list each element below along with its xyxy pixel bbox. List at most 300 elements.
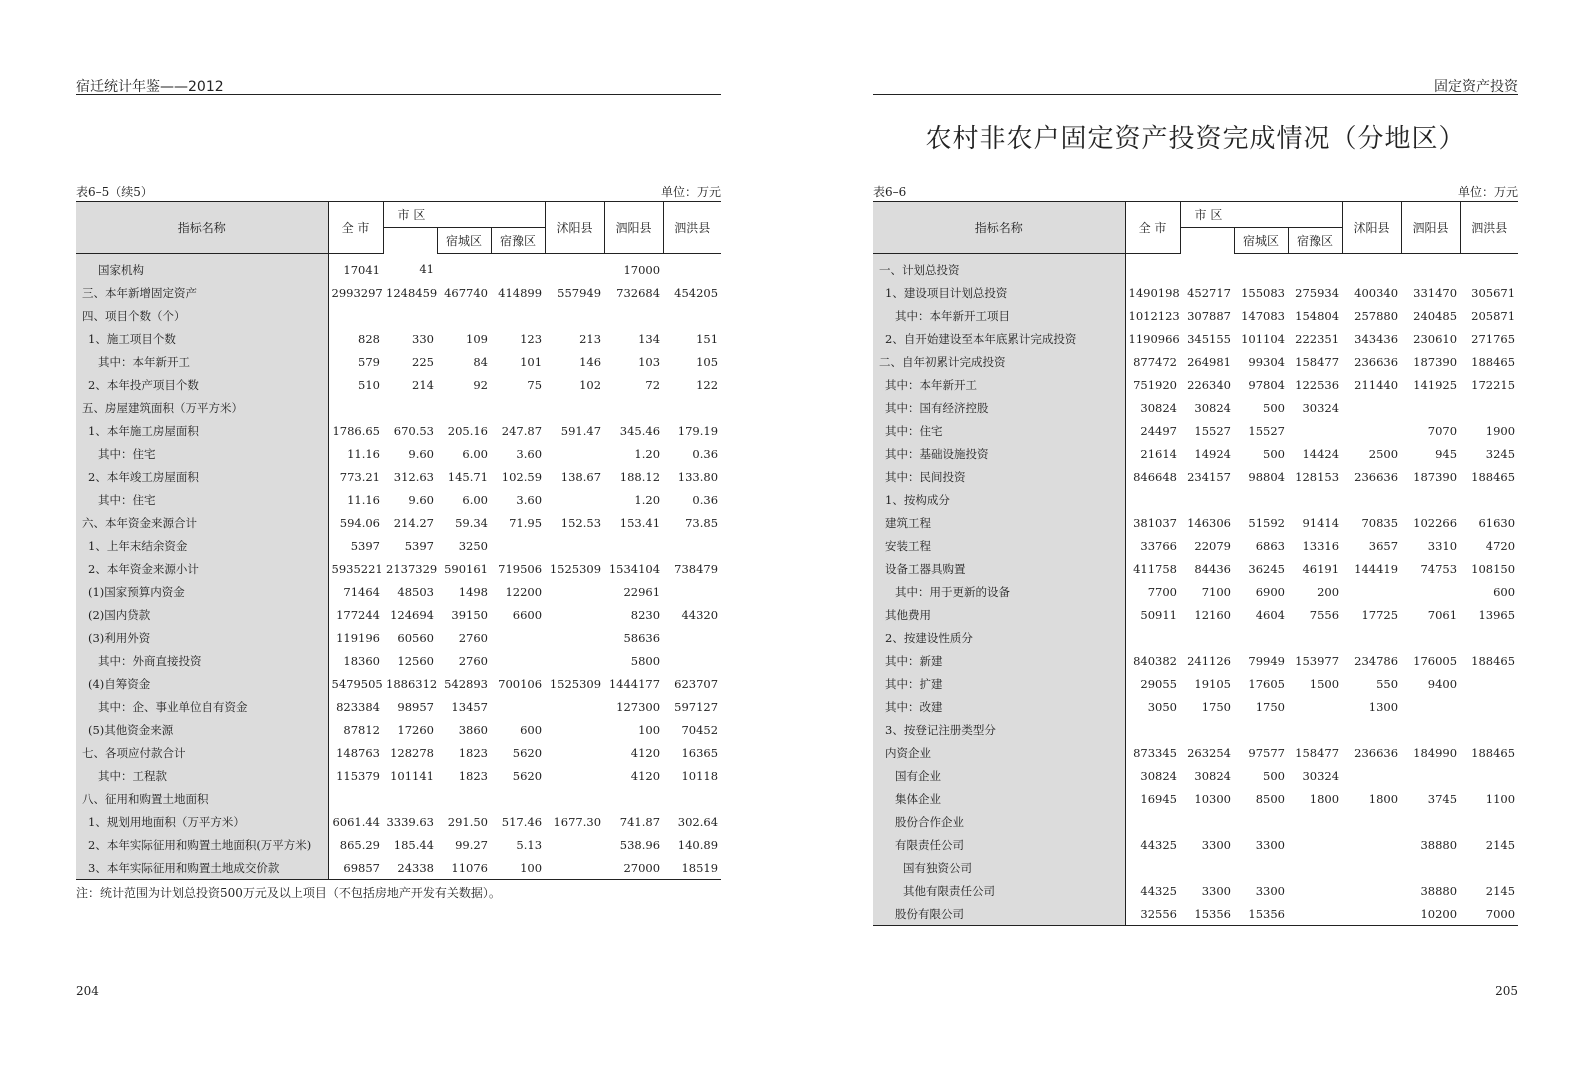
cell-value: 108150 xyxy=(1471,561,1516,576)
table-row xyxy=(76,718,721,741)
cell-value: 1800 xyxy=(1368,791,1399,806)
row-label: 四、项目个数（个） xyxy=(76,304,328,327)
cell-value xyxy=(491,304,545,327)
cell-value: 9.60 xyxy=(408,492,434,507)
row-label: 三、本年新增固定资产 xyxy=(76,281,328,304)
row-label: 1、规划用地面积（万平方米） xyxy=(76,810,328,833)
cell-value xyxy=(1401,488,1460,511)
cell-value: 5620 xyxy=(512,745,543,760)
table-row xyxy=(76,396,721,419)
cell-value xyxy=(1460,856,1518,879)
header-city: 市 区 xyxy=(383,202,545,228)
cell-value: 33766 xyxy=(1140,538,1177,553)
row-label: 国有独资公司 xyxy=(873,856,1125,879)
cell-value: 3300 xyxy=(1255,883,1285,898)
cell-value: 414899 xyxy=(498,285,543,300)
cell-value: 230610 xyxy=(1413,331,1458,346)
cell-value: 1677.30 xyxy=(553,814,602,829)
cell-value: 5397 xyxy=(404,538,434,553)
cell-value: 3657 xyxy=(1368,538,1399,553)
cell-value: 214.27 xyxy=(393,515,434,530)
cell-value: 214 xyxy=(412,377,434,392)
cell-value xyxy=(328,304,383,327)
cell-value: 128278 xyxy=(390,745,434,760)
table-row xyxy=(873,465,1518,488)
cell-value: 213 xyxy=(579,331,602,346)
cell-value: 148763 xyxy=(336,745,380,760)
header-suyu: 宿豫区 xyxy=(1288,228,1342,254)
running-head xyxy=(76,74,721,95)
cell-value: 97577 xyxy=(1248,745,1285,760)
row-label: 五、房屋建筑面积（万平方米） xyxy=(76,396,328,419)
page-number: 204 xyxy=(76,984,99,998)
row-label: 其中：扩建 xyxy=(873,672,1125,695)
cell-value: 6900 xyxy=(1255,584,1285,599)
cell-value: 8230 xyxy=(630,607,661,622)
cell-value: 3250 xyxy=(458,538,488,553)
cell-value: 97804 xyxy=(1248,377,1285,392)
cell-value: 5397 xyxy=(350,538,380,553)
cell-value: 1.20 xyxy=(634,446,661,461)
cell-value xyxy=(1234,488,1288,511)
cell-value xyxy=(545,488,604,511)
cell-value: 1248459 xyxy=(386,285,438,300)
cell-value: 600 xyxy=(520,722,543,737)
table-row xyxy=(873,718,1518,741)
cell-value: 109 xyxy=(466,331,488,346)
cell-value: 7000 xyxy=(1460,902,1518,926)
table-row xyxy=(873,649,1518,672)
cell-value: 145.71 xyxy=(447,469,488,484)
cell-value: 1444177 xyxy=(608,676,661,691)
table-row xyxy=(76,603,721,626)
cell-value: 140.89 xyxy=(677,837,719,852)
cell-value xyxy=(1125,856,1180,879)
cell-value xyxy=(663,649,721,672)
cell-value: 17605 xyxy=(1248,676,1285,691)
cell-value xyxy=(1460,672,1518,695)
row-label: 其中：用于更新的设备 xyxy=(873,580,1125,603)
cell-value: 146 xyxy=(579,354,602,369)
cell-value: 8500 xyxy=(1255,791,1285,806)
table-row xyxy=(873,557,1518,580)
cell-value: 38880 xyxy=(1420,837,1458,852)
cell-value xyxy=(1460,396,1518,419)
cell-value xyxy=(491,534,545,557)
cell-value: 411758 xyxy=(1133,561,1177,576)
row-label: 1、按构成分 xyxy=(873,488,1125,511)
row-label: 二、自年初累计完成投资 xyxy=(873,350,1125,373)
cell-value: 240485 xyxy=(1413,308,1458,323)
cell-value: 1498 xyxy=(458,584,488,599)
cell-value: 158477 xyxy=(1295,745,1340,760)
header-indicator-name: 指标名称 xyxy=(873,202,1125,254)
cell-value: 6600 xyxy=(512,607,543,622)
table-row xyxy=(873,327,1518,350)
cell-value: 291.50 xyxy=(447,814,488,829)
cell-value: 153977 xyxy=(1295,653,1340,668)
cell-value: 127300 xyxy=(616,699,661,714)
cell-value xyxy=(545,741,604,764)
data-table xyxy=(873,201,1518,926)
row-label: 建筑工程 xyxy=(873,511,1125,534)
cell-value xyxy=(1401,856,1460,879)
cell-value: 1525309 xyxy=(549,676,602,691)
cell-value: 2145 xyxy=(1485,883,1516,898)
cell-value: 3050 xyxy=(1147,699,1177,714)
cell-value: 19105 xyxy=(1194,676,1231,691)
cell-value: 579 xyxy=(358,354,380,369)
table-row xyxy=(873,373,1518,396)
table-row xyxy=(873,833,1518,856)
cell-value: 187390 xyxy=(1413,354,1458,369)
cell-value: 115379 xyxy=(336,768,380,783)
cell-value xyxy=(1460,254,1518,282)
unit-label: 单位：万元 xyxy=(660,185,721,199)
cell-value xyxy=(545,396,604,419)
cell-value: 101104 xyxy=(1241,331,1285,346)
cell-value xyxy=(1342,833,1401,856)
cell-value xyxy=(328,787,383,810)
cell-value: 1190966 xyxy=(1128,331,1180,346)
cell-value: 873345 xyxy=(1133,745,1177,760)
cell-value xyxy=(604,534,663,557)
cell-value xyxy=(1288,902,1342,926)
cell-value: 345155 xyxy=(1187,331,1231,346)
cell-value: 452717 xyxy=(1187,285,1231,300)
cell-value: 4604 xyxy=(1255,607,1285,622)
cell-value xyxy=(1342,488,1401,511)
cell-value: 153.41 xyxy=(619,515,661,530)
cell-value xyxy=(545,442,604,465)
table-row xyxy=(76,511,721,534)
cell-value: 133.80 xyxy=(677,469,719,484)
cell-value: 32556 xyxy=(1125,902,1180,926)
table-row xyxy=(873,511,1518,534)
table-row xyxy=(873,281,1518,304)
cell-value: 7700 xyxy=(1147,584,1177,599)
cell-value: 2137329 xyxy=(386,561,438,576)
cell-value: 187390 xyxy=(1413,469,1458,484)
cell-value: 138.67 xyxy=(560,469,602,484)
cell-value: 557949 xyxy=(557,285,602,300)
cell-value: 59.34 xyxy=(455,515,488,530)
cell-value xyxy=(1288,833,1342,856)
cell-value: 226340 xyxy=(1187,377,1231,392)
row-label: 3、本年实际征用和购置土地成交价款 xyxy=(76,856,328,880)
cell-value: 945 xyxy=(1435,446,1458,461)
cell-value: 302.64 xyxy=(677,814,719,829)
cell-value xyxy=(1125,810,1180,833)
cell-value: 71464 xyxy=(343,584,380,599)
row-label: 七、各项应付款合计 xyxy=(76,741,328,764)
running-head xyxy=(873,74,1518,95)
cell-value: 188465 xyxy=(1471,354,1516,369)
cell-value xyxy=(383,396,437,419)
cell-value: 542893 xyxy=(444,676,488,691)
table-row xyxy=(76,304,721,327)
cell-value: 13316 xyxy=(1302,538,1340,553)
row-label: 其中：外商直接投资 xyxy=(76,649,328,672)
cell-value xyxy=(383,304,437,327)
cell-value: 24497 xyxy=(1140,423,1177,438)
cell-value: 15356 xyxy=(1180,902,1234,926)
cell-value: 122 xyxy=(696,377,719,392)
cell-value: 823384 xyxy=(336,699,380,714)
cell-value xyxy=(1342,718,1401,741)
cell-value: 11.16 xyxy=(347,492,380,507)
cell-value xyxy=(437,304,491,327)
table-row xyxy=(76,741,721,764)
cell-value xyxy=(383,787,437,810)
cell-value: 48503 xyxy=(397,584,434,599)
table-row xyxy=(76,764,721,787)
cell-value: 188.12 xyxy=(619,469,661,484)
cell-value: 152.53 xyxy=(560,515,602,530)
cell-value: 7556 xyxy=(1309,607,1340,622)
cell-value: 510 xyxy=(358,377,380,392)
cell-value: 18519 xyxy=(663,856,721,880)
table-row xyxy=(873,534,1518,557)
cell-value: 594.06 xyxy=(339,515,380,530)
row-label: 其中：国有经济控股 xyxy=(873,396,1125,419)
cell-value: 74753 xyxy=(1420,561,1458,576)
cell-value: 205871 xyxy=(1471,308,1516,323)
row-label: 2、自开始建设至本年底累计完成投资 xyxy=(873,327,1125,350)
cell-value: 0.36 xyxy=(692,492,719,507)
header-sihong: 泗洪县 xyxy=(1460,202,1518,254)
cell-value: 381037 xyxy=(1133,515,1177,530)
cell-value xyxy=(1401,396,1460,419)
cell-value: 12560 xyxy=(397,653,434,668)
cell-value: 345.46 xyxy=(619,423,661,438)
cell-value xyxy=(604,396,663,419)
cell-value: 538.96 xyxy=(619,837,661,852)
row-label: (3)利用外资 xyxy=(76,626,328,649)
cell-value: 264981 xyxy=(1187,354,1231,369)
cell-value: 3745 xyxy=(1427,791,1458,806)
cell-value: 144419 xyxy=(1354,561,1399,576)
cell-value: 11076 xyxy=(437,856,491,880)
table-row xyxy=(76,350,721,373)
cell-value: 12160 xyxy=(1194,607,1231,622)
cell-value: 79949 xyxy=(1248,653,1285,668)
cell-value xyxy=(1401,695,1460,718)
cell-value: 154804 xyxy=(1295,308,1340,323)
cell-value: 590161 xyxy=(444,561,488,576)
cell-value: 597127 xyxy=(674,699,719,714)
row-label: 六、本年资金来源合计 xyxy=(76,511,328,534)
page-title: 农村非农户固定资产投资完成情况（分地区） xyxy=(925,124,1466,154)
cell-value xyxy=(491,254,545,282)
cell-value: 17041 xyxy=(343,262,380,277)
table-row xyxy=(873,741,1518,764)
table-row xyxy=(873,879,1518,902)
cell-value: 600 xyxy=(1493,584,1516,599)
row-label: 其中：工程款 xyxy=(76,764,328,787)
cell-value: 3.60 xyxy=(516,446,543,461)
cell-value: 0.36 xyxy=(692,446,719,461)
cell-value xyxy=(1288,810,1342,833)
table-row xyxy=(76,465,721,488)
header-city-spacer xyxy=(1180,228,1234,254)
cell-value: 10300 xyxy=(1194,791,1231,806)
cell-value: 865.29 xyxy=(339,837,380,852)
cell-value: 10118 xyxy=(681,768,719,783)
cell-value xyxy=(1180,626,1234,649)
cell-value xyxy=(437,396,491,419)
cell-value: 751920 xyxy=(1133,377,1177,392)
header-total: 全 市 xyxy=(1125,202,1180,254)
cell-value: 1500 xyxy=(1309,676,1340,691)
row-label: 股份有限公司 xyxy=(873,902,1125,926)
cell-value: 151 xyxy=(696,331,719,346)
row-label: 2、按建设性质分 xyxy=(873,626,1125,649)
cell-value: 1786.65 xyxy=(332,423,380,438)
cell-value: 1823 xyxy=(458,745,488,760)
row-label: 其中：住宅 xyxy=(76,488,328,511)
cell-value: 51592 xyxy=(1248,515,1285,530)
cell-value: 700106 xyxy=(498,676,543,691)
cell-value: 41 xyxy=(419,262,434,277)
cell-value xyxy=(663,254,721,282)
cell-value xyxy=(1180,856,1234,879)
table-row xyxy=(76,327,721,350)
cell-value: 454205 xyxy=(674,285,719,300)
cell-value: 517.46 xyxy=(501,814,543,829)
row-label: 2、本年投产项目个数 xyxy=(76,373,328,396)
cell-value xyxy=(1460,626,1518,649)
cell-value xyxy=(545,787,604,810)
row-label: 1、施工项目个数 xyxy=(76,327,328,350)
cell-value: 188465 xyxy=(1471,653,1516,668)
cell-value: 103 xyxy=(638,354,661,369)
cell-value: 200 xyxy=(1317,584,1340,599)
row-label: 集体企业 xyxy=(873,787,1125,810)
cell-value: 4720 xyxy=(1485,538,1516,553)
cell-value: 16365 xyxy=(681,745,719,760)
cell-value xyxy=(1460,488,1518,511)
header-shuyang: 沭阳县 xyxy=(1342,202,1401,254)
cell-value: 38880 xyxy=(1420,883,1458,898)
cell-value: 101141 xyxy=(390,768,434,783)
row-label: 其中：基础设施投资 xyxy=(873,442,1125,465)
table-body xyxy=(873,254,1518,926)
row-label: 其中：改建 xyxy=(873,695,1125,718)
cell-value: 15527 xyxy=(1194,423,1231,438)
row-label: 有限责任公司 xyxy=(873,833,1125,856)
cell-value xyxy=(604,787,663,810)
cell-value: 119196 xyxy=(336,630,380,645)
cell-value: 16945 xyxy=(1140,791,1177,806)
cell-value: 147083 xyxy=(1241,308,1285,323)
row-label: (2)国内贷款 xyxy=(76,603,328,626)
cell-value: 105 xyxy=(696,354,719,369)
row-label: 安装工程 xyxy=(873,534,1125,557)
cell-value: 732684 xyxy=(616,285,661,300)
cell-value: 1534104 xyxy=(608,561,661,576)
table-row xyxy=(873,304,1518,327)
table-row xyxy=(76,626,721,649)
table-row xyxy=(76,442,721,465)
cell-value xyxy=(1342,856,1401,879)
cell-value xyxy=(491,626,545,649)
cell-value: 7061 xyxy=(1427,607,1458,622)
cell-value xyxy=(1342,810,1401,833)
right-page xyxy=(873,0,1518,1077)
cell-value: 236636 xyxy=(1354,469,1399,484)
cell-value: 3300 xyxy=(1255,837,1285,852)
cell-value xyxy=(1342,902,1401,926)
table-row xyxy=(873,488,1518,511)
row-label: 内资企业 xyxy=(873,741,1125,764)
cell-value: 98804 xyxy=(1248,469,1285,484)
cell-value: 29055 xyxy=(1140,676,1177,691)
cell-value xyxy=(604,304,663,327)
cell-value xyxy=(1288,626,1342,649)
cell-value xyxy=(1460,764,1518,787)
cell-value: 623707 xyxy=(674,676,719,691)
cell-value: 6061.44 xyxy=(332,814,380,829)
table-row xyxy=(873,672,1518,695)
row-label: (4)自筹资金 xyxy=(76,672,328,695)
cell-value: 102266 xyxy=(1413,515,1458,530)
cell-value: 84436 xyxy=(1194,561,1231,576)
table-label: 表6–6 xyxy=(873,185,907,199)
cell-value: 2760 xyxy=(458,630,488,645)
cell-value: 36245 xyxy=(1248,561,1285,576)
cell-value: 30324 xyxy=(1302,400,1340,415)
cell-value xyxy=(491,787,545,810)
cell-value: 1900 xyxy=(1485,423,1516,438)
cell-value xyxy=(1288,419,1342,442)
cell-value: 591.47 xyxy=(560,423,602,438)
table-row xyxy=(873,810,1518,833)
cell-value xyxy=(1234,626,1288,649)
cell-value xyxy=(1125,488,1180,511)
cell-value xyxy=(1180,488,1234,511)
cell-value: 61630 xyxy=(1478,515,1516,530)
table-row xyxy=(76,488,721,511)
cell-value: 719506 xyxy=(498,561,543,576)
data-table xyxy=(76,201,721,880)
cell-value: 176005 xyxy=(1413,653,1458,668)
cell-value: 3310 xyxy=(1427,538,1458,553)
cell-value: 101 xyxy=(520,354,543,369)
cell-value: 24338 xyxy=(383,856,437,880)
cell-value: 5800 xyxy=(630,653,661,668)
cell-value: 500 xyxy=(1263,446,1285,461)
cell-value xyxy=(545,603,604,626)
cell-value xyxy=(1234,856,1288,879)
cell-value xyxy=(1401,718,1460,741)
row-label: 其他费用 xyxy=(873,603,1125,626)
cell-value: 30824 xyxy=(1140,768,1177,783)
cell-value xyxy=(1288,254,1342,282)
row-label: 3、按登记注册类型分 xyxy=(873,718,1125,741)
table-row xyxy=(76,833,721,856)
cell-value: 205.16 xyxy=(447,423,488,438)
cell-value: 5935221 xyxy=(331,561,383,576)
cell-value: 14924 xyxy=(1194,446,1231,461)
cell-value: 185.44 xyxy=(393,837,434,852)
left-page xyxy=(76,0,721,1077)
table-row xyxy=(873,396,1518,419)
cell-value: 188465 xyxy=(1471,745,1516,760)
cell-value: 3.60 xyxy=(516,492,543,507)
cell-value: 2145 xyxy=(1485,837,1516,852)
running-head-title: 宿迁统计年鉴——2012 xyxy=(76,79,224,95)
